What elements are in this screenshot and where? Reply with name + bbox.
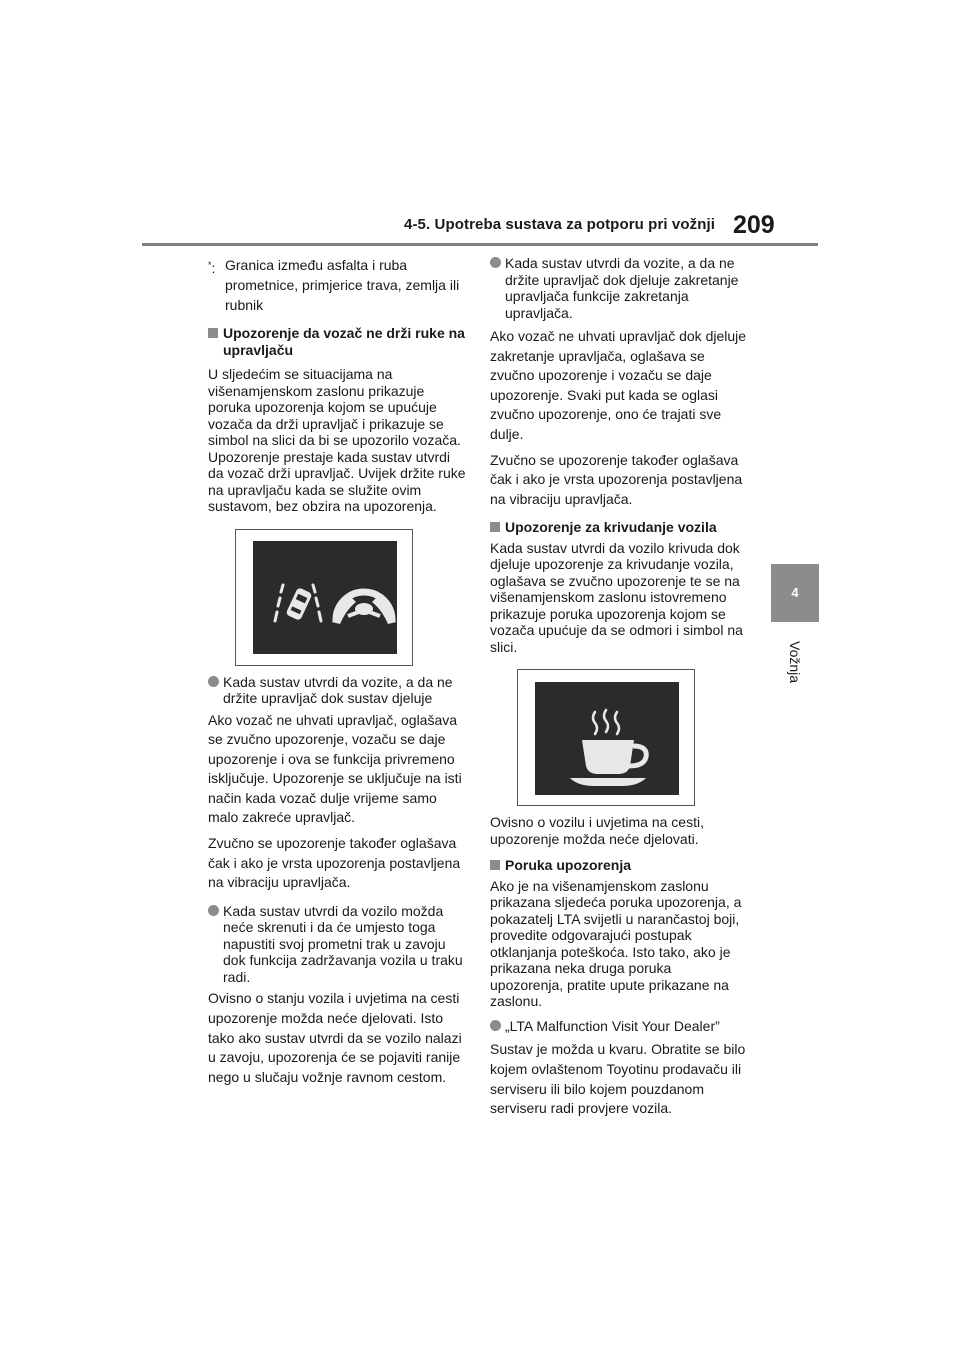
- section-heading-message: Poruka upozorenja: [490, 857, 748, 874]
- section-heading-sway: Upozorenje za krivudanje vozila: [490, 519, 748, 536]
- round-bullet-icon: [208, 676, 219, 687]
- steam-icon: [593, 710, 619, 734]
- bullet-item-3: Kada sustav utvrdi da vozite, a da ne držite upravljač dok djeluje zakretanje upravljača funkcije zakretanja upravljača.: [490, 255, 748, 321]
- paragraph-bullet-3: Ako vozač ne uhvati upravljač dok djeluje zakretanje upravljača, oglašava se zvučno upozorenje i vozaču se daje upozorenje. Svaki put kada se oglasi zvučno upozorenje, ono će trajati sve dulje.: [490, 328, 747, 442]
- square-bullet-icon: [490, 860, 500, 870]
- square-bullet-icon: [208, 328, 218, 338]
- page-number: 209: [733, 211, 775, 239]
- paragraph-bullet-1: Ako vozač ne uhvati upravljač, oglašava se zvučno upozorenje, vozaču se daje upozorenje i ova se funkcija privremeno isključuje. Upozorenje se uključuje na isti način kada vozač dulje vrijeme samo malo zakreće upravljač.: [208, 711, 462, 826]
- paragraph-conditions: Ovisno o vozilu i uvjetima na cesti, upozorenje možda neće djelovati.: [490, 814, 704, 847]
- figure-hands-off-warning: [235, 529, 413, 666]
- footnote-marker: *:: [208, 260, 216, 276]
- section-title: 4-5. Upotreba sustava za potporu pri vožnji: [404, 216, 716, 233]
- paragraph-vibration-1: Zvučno se upozorenje također oglašava čak i ako je vrsta upozorenja postavljena na vibraciju upravljača.: [208, 835, 461, 891]
- steering-wheel-hands-icon: [332, 592, 396, 624]
- paragraph-hands-off: U sljedećim se situacijama na višenamjenskom zaslonu prikazuje poruka upozorenja kojom se upućuje vozača da drži upravljač i prikazuje se simbol na slici da bi se upozorilo vozača. Upozorenje prestaje kada sustav utvrdi da vozač drži upravljač. Uvijek držite ruke na upravljaču kada se služite ovim sustavom, bez obzira na upozorenja.: [208, 366, 466, 514]
- chapter-name: Vožnja: [787, 640, 803, 684]
- paragraph-message: Ako je na višenamjenskom zaslonu prikazana sljedeća poruka upozorenja, a pokazatelj LTA svijetli u narančastoj boji, provedite odgovarajući postupak otklanjanja poteškoća. Isto tako, ako je prikazana neka druga poruka upozorenja, pratite upute prikazane na zaslonu.: [490, 877, 742, 1010]
- section-heading-hands-off: Upozorenje da vozač ne drži ruke na upravljaču: [208, 325, 466, 358]
- bullet-item-1: Kada sustav utvrdi da vozite, a da ne držite upravljač dok sustav djeluje: [208, 674, 466, 707]
- bullet-item-4: „LTA Malfunction Visit Your Dealer”: [490, 1018, 748, 1035]
- round-bullet-icon: [208, 905, 219, 916]
- cup-icon: [582, 740, 634, 774]
- footnote: [208, 255, 466, 315]
- paragraph-sway: Kada sustav utvrdi da vozilo krivuda dok djeluje upozorenje za krivudanje vozila, oglašava se zvučno upozorenje te se na višenamjenskom zaslonu istovremeno prikazuje poruka upozorenja kojom se vozača upućuje da se odmori i simbol na slici.: [490, 539, 743, 655]
- right-column: [490, 255, 748, 1119]
- square-bullet-icon: [490, 522, 500, 532]
- round-bullet-icon: [490, 1020, 501, 1031]
- figure-sway-warning: [517, 669, 695, 806]
- chapter-tab[interactable]: 4: [771, 564, 819, 622]
- bullet-item-2: Kada sustav utvrdi da vozilo možda neće skrenuti i da će umjesto toga napustiti svoj prometni trak u zavoju dok funkcija zadržavanja vozila u traku radi.: [208, 903, 466, 986]
- saucer-icon: [570, 778, 646, 786]
- paragraph-bullet-4: Sustav je možda u kvaru. Obratite se bilo kojem ovlaštenom Toyotinu prodavaču ili serviseru ili bilo kojem pouzdanom serviseru radi provjere vozila.: [490, 1041, 746, 1117]
- left-column: [208, 255, 466, 1087]
- header-divider: [142, 243, 818, 246]
- paragraph-bullet-2: Ovisno o stanju vozila i uvjetima na cesti upozorenje možda neće djelovati. Isto tako ako sustav utvrdi da se vozilo nalazi u zavoju, upozorenja će se pojaviti ranije nego u slučaju vožnje ravnom cestom.: [208, 990, 462, 1085]
- car-icon: [285, 587, 312, 621]
- lane-departure-hands-on-wheel-icon: [236, 530, 414, 667]
- coffee-cup-rest-icon: [518, 670, 696, 807]
- footnote-text: Granica između asfalta i ruba prometnice, primjerice trava, zemlja ili rubnik: [225, 257, 460, 313]
- round-bullet-icon: [490, 257, 501, 268]
- paragraph-vibration-2: Zvučno se upozorenje također oglašava čak i ako je vrsta upozorenja postavljena na vibraciju upravljača.: [490, 451, 743, 507]
